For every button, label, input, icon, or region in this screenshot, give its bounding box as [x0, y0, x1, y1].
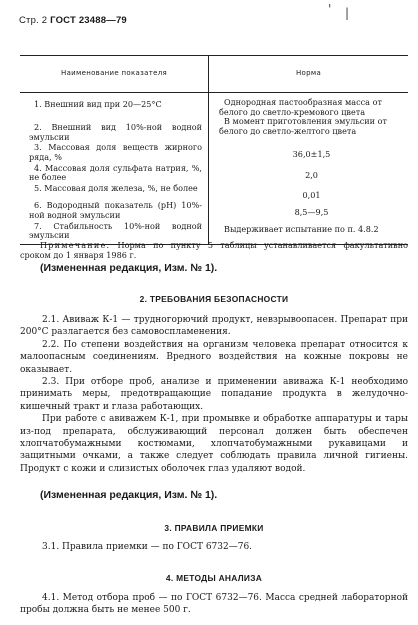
note-label: Примечание.: [40, 240, 111, 250]
table-row: [20, 163, 408, 183]
revision-note-2: (Измененная редакция, Изм. № 1).: [40, 489, 218, 501]
column-header-norm: Норма: [209, 56, 409, 93]
table-header-row: [20, 56, 408, 93]
indicator-cell: 1. Внешний вид при 20—25°С: [20, 93, 209, 118]
norm-cell: В момент приготовления эмульсии от белого до светло-желтого цвета: [219, 116, 387, 136]
note-text: Норма по пункту 5 таблицы устанавливается факультативно сроком до 1 января 1986 г.: [20, 240, 408, 260]
norm-cell: Однородная пастообразная масса от белого до светло-кремового цвета: [219, 97, 382, 117]
indicator-cell: 5. Массовая доля железа, %, не более: [20, 183, 209, 201]
margin-mark-2: |: [345, 6, 350, 20]
indicator-cell: 2. Внешний вид 10%-ной водной эмульсии: [20, 117, 209, 142]
norm-cell: 36,0±1,5: [292, 149, 331, 160]
section-4-body: [20, 592, 408, 617]
revision-note-1: (Измененная редакция, Изм. № 1).: [40, 262, 218, 274]
standard-code: ГОСТ 23488—79: [50, 15, 127, 26]
table-row: [20, 117, 408, 142]
paragraph-3-1: 3.1. Правила приемки — по ГОСТ 6732—76.: [42, 542, 253, 552]
indicator-cell: 6. Водородный показатель (pH) 10%-ной водной эмульсии: [20, 200, 209, 220]
page-number: Стр. 2: [19, 15, 48, 26]
page-header: [19, 15, 127, 26]
table-row: [20, 142, 408, 162]
section-2-body: [20, 314, 408, 475]
paragraph-2-1: 2.1. Авиваж К-1 — трудногорючий продукт, невзрывоопасен. Препарат при 200°С разлагается без самовоспламенения.: [20, 315, 408, 338]
specification-table: [20, 55, 408, 245]
section-3-body: [20, 541, 408, 553]
table-row: [20, 183, 408, 201]
paragraph-2-3: 2.3. При отборе проб, анализе и применении авиважа К-1 необходимо принимать меры, предотвращающие попадание продукта в желудочно-кишечный тракт и глаза работающих.: [20, 377, 408, 412]
paragraph-2-2: 2.2. По степени воздействия на организм человека препарат относится к малоопасным соединениям. Вредного воздействия на кожные покровы не оказывает.: [20, 339, 408, 375]
norm-cell: 0,01: [302, 189, 321, 200]
paragraph-4-1: 4.1. Метод отбора проб — по ГОСТ 6732—76. Масса средней лабораторной пробы должна быть не менее 500 г.: [20, 593, 408, 616]
norm-cell: 2,0: [305, 169, 318, 180]
indicator-cell: 4. Массовая доля сульфата натрия, %, не более: [20, 163, 209, 183]
norm-cell: 8,5—9,5: [294, 207, 329, 218]
indicator-cell: 3. Массовая доля веществ жирного ряда, %: [20, 142, 209, 162]
column-header-indicator: Наименование показателя: [20, 56, 209, 93]
section-3-title: 3. ПРАВИЛА ПРИЕМКИ: [164, 523, 264, 533]
norm-cell: Выдерживает испытание по п. 4.8.2: [209, 221, 409, 245]
margin-mark-1: ': [328, 2, 332, 16]
table-row: [20, 93, 408, 118]
indicator-cell: 7. Стабильность 10%-ной водной эмульсии: [20, 221, 209, 245]
paragraph-2-3-cont: При работе с авиважем К-1, при промывке и обработке аппаратуры и тары из-под препарата, обслуживающий персонал должен быть обеспечен хлопчатобумажными костюмами, хлопчатобумажными рукавицами и защитными очками, а также следует соблюдать правила личной гигиены. Продукт с кожи и слизистых оболочек глаз удаляют водой.: [20, 414, 408, 474]
section-2-title: 2. ТРЕБОВАНИЯ БЕЗОПАСНОСТИ: [139, 294, 289, 304]
section-4-title: 4. МЕТОДЫ АНАЛИЗА: [165, 573, 263, 583]
table-row: [20, 200, 408, 220]
table-note: [20, 240, 408, 260]
